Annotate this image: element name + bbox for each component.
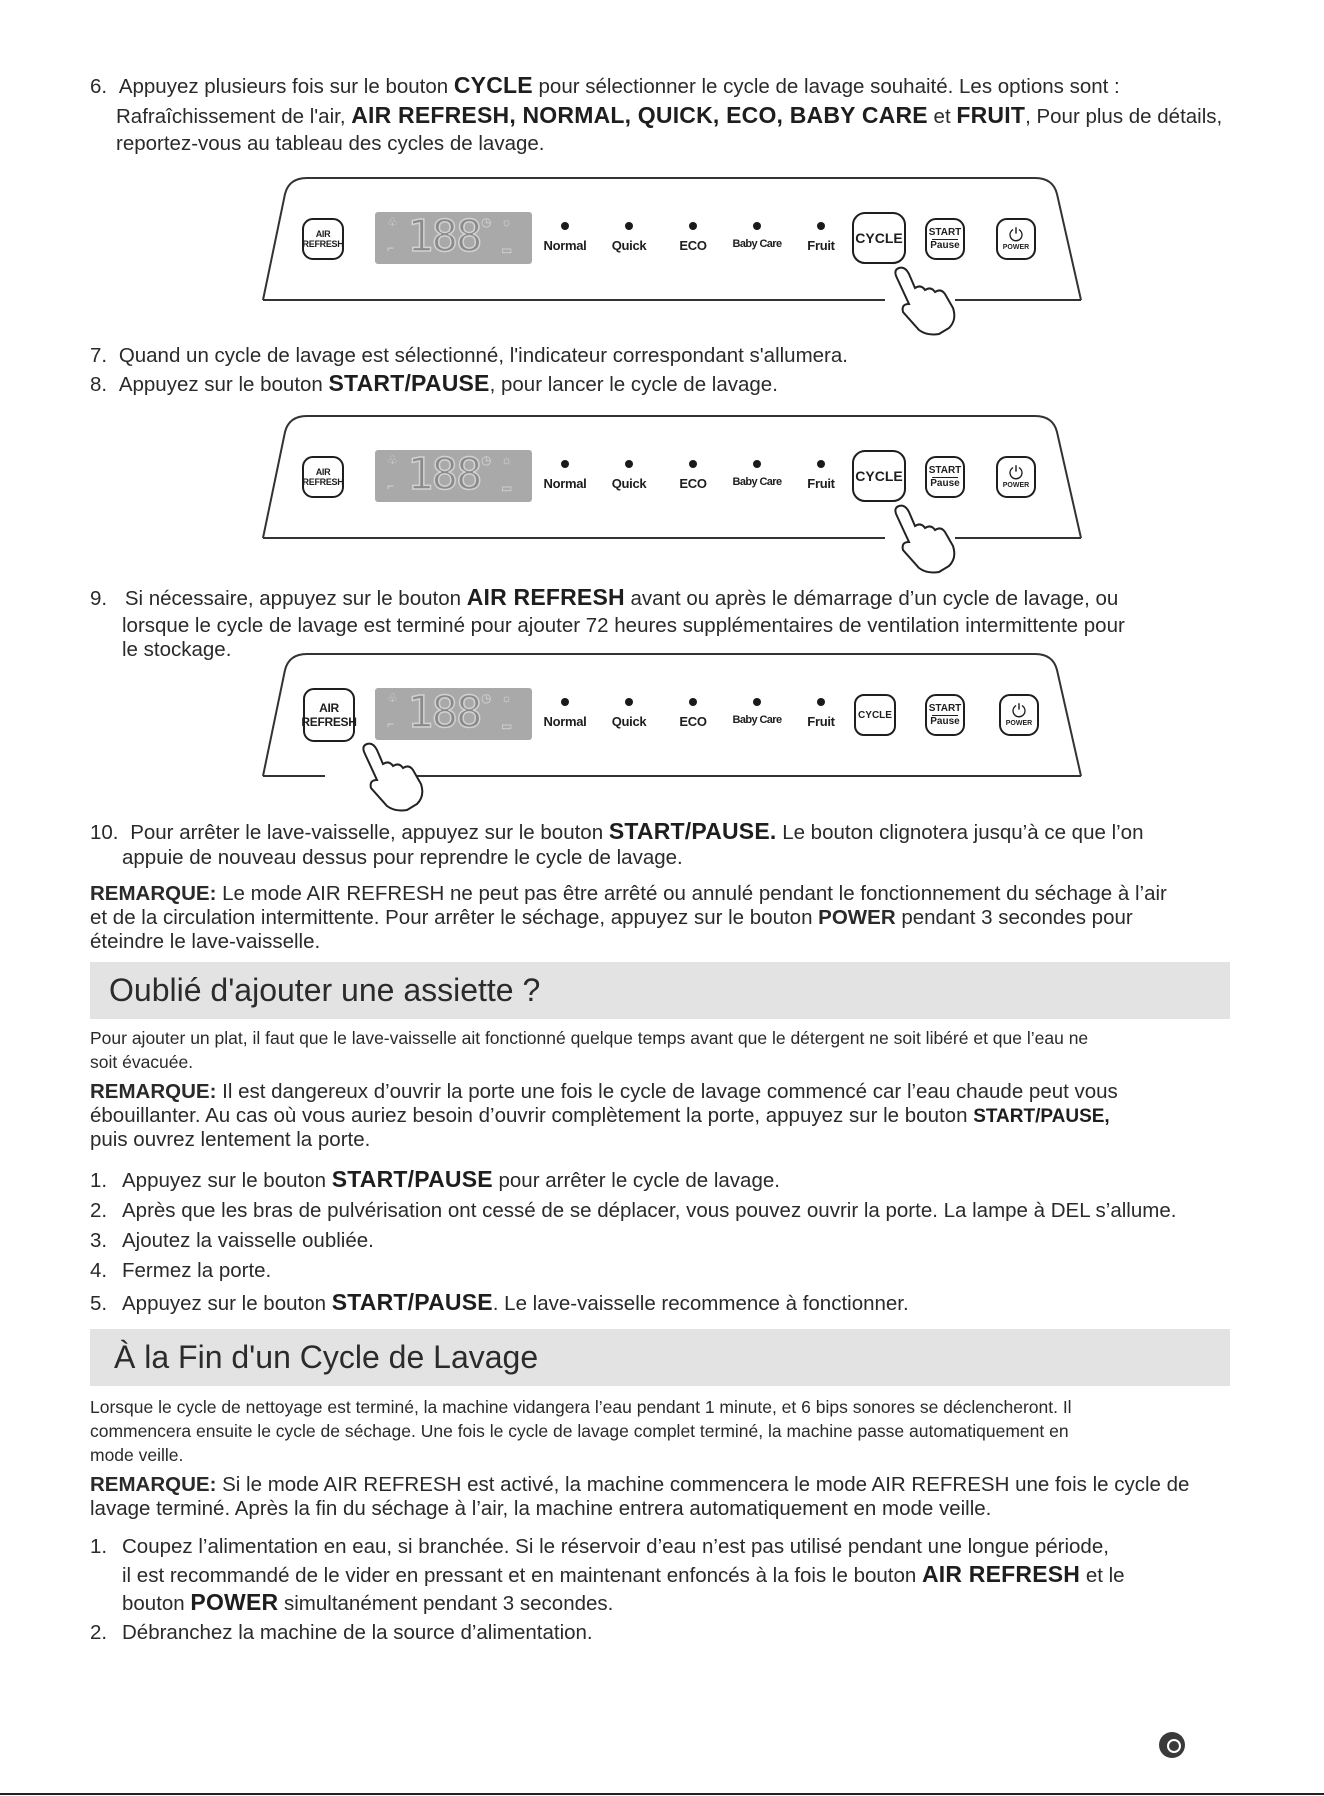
note-1-line-3: éteindre le lave-vaisselle. — [90, 930, 321, 953]
digit-display — [375, 450, 532, 502]
mode-indicator — [625, 222, 633, 230]
step-9-line-2: lorsque le cycle de lavage est terminé pour ajouter 72 heures supplémentaires de ventilation intermittente pour — [122, 614, 1125, 637]
air-refresh-button[interactable] — [303, 688, 355, 742]
mode-quick — [597, 698, 661, 729]
keyword-cycle: CYCLE — [453, 72, 533, 98]
note-1-line-2 — [90, 906, 1133, 931]
keyword-air-refresh: AIR REFRESH — [466, 584, 625, 610]
keyword-start-pause: START/PAUSE — [328, 370, 490, 396]
air-refresh-label-1: AIR — [319, 701, 339, 715]
pause-label: Pause — [930, 715, 960, 727]
step-text: Rafraîchissement de l'air, — [116, 105, 346, 128]
air-refresh-button[interactable] — [302, 456, 344, 498]
mode-indicator — [753, 698, 761, 706]
mode-normal — [533, 698, 597, 729]
item-text: et le — [1085, 1564, 1125, 1587]
step-10-line-2: appuie de nouveau dessus pour reprendre le cycle de lavage. — [122, 846, 683, 869]
item-number: 3. — [90, 1229, 108, 1252]
mode-label: ECO — [679, 238, 707, 253]
note-label: REMARQUE: — [90, 1473, 217, 1496]
brand-logo-icon — [1159, 1732, 1185, 1758]
mode-baby-care — [725, 698, 789, 726]
mode-indicator — [561, 460, 569, 468]
note-text: Si le mode AIR REFRESH est activé, la machine commencera le mode AIR REFRESH une fois le cycle de — [222, 1473, 1190, 1496]
item-text: Ajoutez la vaisselle oubliée. — [122, 1229, 374, 1252]
step-9-line-1 — [90, 584, 1118, 612]
mode-label: Fruit — [807, 476, 835, 491]
item-text: simultanément pendant 3 secondes. — [284, 1592, 614, 1615]
start-label: START — [928, 464, 962, 476]
keyword-start-pause: START/PAUSE. — [608, 818, 777, 844]
forgot-item-1 — [90, 1166, 780, 1194]
forgot-intro-line-2: soit évacuée. — [90, 1052, 194, 1072]
note-text: Le mode AIR REFRESH ne peut pas être arrêté ou annulé pendant le fonctionnement du séchage à l’air — [222, 882, 1167, 905]
forgot-intro-line-1: Pour ajouter un plat, il faut que le lave-vaisselle ait fonctionné quelque temps avant que le détergent ne soit libéré et que l’eau ne — [90, 1028, 1089, 1048]
step-text: Appuyez sur le bouton — [118, 373, 323, 396]
item-number: 2. — [90, 1621, 108, 1644]
step-text: Le bouton clignotera jusqu’à ce que l’on — [782, 821, 1144, 844]
power-icon: ⏻ — [1008, 225, 1024, 245]
mode-label: ECO — [679, 714, 707, 729]
section-header-forgot — [90, 962, 1230, 1019]
forgot-item-3 — [90, 1229, 374, 1254]
start-label: START — [928, 226, 962, 238]
end-item-2 — [90, 1621, 593, 1646]
mode-label: Quick — [611, 714, 647, 729]
mode-indicator — [625, 460, 633, 468]
step-text: et — [933, 105, 951, 128]
step-text: Appuyez plusieurs fois sur le bouton — [118, 75, 449, 98]
step-10-line-1 — [90, 818, 1143, 846]
mode-label: ECO — [679, 476, 707, 491]
item-text: . Le lave-vaisselle recommence à fonctionner. — [492, 1292, 909, 1315]
mode-baby-care — [725, 460, 789, 488]
cup-icon: ▭ — [501, 719, 513, 733]
end-item-1-line-1 — [90, 1535, 1109, 1560]
note-label: REMARQUE: — [90, 882, 217, 905]
digits: 188 — [407, 449, 481, 500]
mode-eco — [661, 698, 725, 729]
item-number: 2. — [90, 1199, 108, 1222]
mode-eco — [661, 222, 725, 253]
step-text: , pour lancer le cycle de lavage. — [489, 373, 778, 396]
keyword-power: POWER — [818, 906, 896, 929]
faucet-icon: ⌐ — [387, 241, 395, 255]
forgot-note-line-1 — [90, 1080, 1118, 1105]
mode-fruit — [789, 698, 853, 729]
power-label: POWER — [1005, 720, 1033, 727]
control-panel-3 — [255, 648, 1087, 788]
digits: 188 — [407, 687, 481, 738]
keyword-start-pause: START/PAUSE, — [973, 1106, 1110, 1127]
start-pause-button[interactable] — [925, 456, 965, 498]
mode-indicator — [561, 698, 569, 706]
item-text: Appuyez sur le bouton — [122, 1169, 326, 1192]
sun-icon: ☼ — [501, 453, 512, 467]
mode-label: Normal — [543, 476, 587, 491]
cup-icon: ▭ — [501, 243, 513, 257]
pointing-hand-icon — [883, 264, 963, 338]
step-6-line-1 — [90, 72, 1120, 100]
end-intro-line-2: commencera ensuite le cycle de séchage. Une fois le cycle de lavage complet terminé, la machine passe automatiquement en — [90, 1421, 1069, 1441]
mode-indicator — [689, 460, 697, 468]
power-icon: ⏻ — [1008, 463, 1024, 483]
mode-label: Quick — [611, 238, 647, 253]
note-text: Il est dangereux d’ouvrir la porte une fois le cycle de lavage commencé car l’eau chaude peut vous — [222, 1080, 1118, 1103]
item-text: Coupez l’alimentation en eau, si branchée. Si le réservoir d’eau n’est pas utilisé pendant une longue période, — [122, 1535, 1109, 1558]
cycle-button[interactable]: CYCLE — [852, 450, 906, 502]
mode-quick — [597, 460, 661, 491]
note-text: pendant 3 secondes pour — [901, 906, 1133, 929]
keyword-start-pause: START/PAUSE — [331, 1289, 493, 1315]
sun-icon: ☼ — [501, 691, 512, 705]
step-9-line-3: le stockage. — [122, 638, 232, 661]
step-number: 8. — [90, 373, 108, 396]
mode-normal — [533, 460, 597, 491]
item-text: Appuyez sur le bouton — [122, 1292, 326, 1315]
mode-label: Fruit — [807, 238, 835, 253]
cup-icon: ▭ — [501, 481, 513, 495]
item-text: Après que les bras de pulvérisation ont cessé de se déplacer, vous pouvez ouvrir la porte. La lampe à DEL s’allume. — [122, 1199, 1177, 1222]
step-text: Pour arrêter le lave-vaisselle, appuyez sur le bouton — [130, 821, 604, 844]
clock-icon: ◷ — [481, 453, 492, 467]
mode-label: Quick — [611, 476, 647, 491]
control-panel-2 — [255, 410, 1087, 550]
start-pause-button[interactable] — [925, 218, 965, 260]
forgot-note-line-3: puis ouvrez lentement la porte. — [90, 1128, 371, 1151]
keyword-air-refresh: AIR REFRESH — [922, 1561, 1081, 1587]
clock-icon: ◷ — [481, 215, 492, 229]
faucet-icon: ⌐ — [387, 717, 395, 731]
item-number: 5. — [90, 1292, 108, 1315]
power-button[interactable] — [996, 456, 1036, 498]
pause-label: Pause — [930, 239, 960, 251]
note-1-line-1 — [90, 882, 1167, 907]
air-refresh-button[interactable] — [302, 218, 344, 260]
step-text: pour sélectionner le cycle de lavage souhaité. Les options sont : — [538, 75, 1120, 98]
item-text: pour arrêter le cycle de lavage. — [498, 1169, 780, 1192]
cycle-button[interactable]: CYCLE — [852, 212, 906, 264]
faucet-icon: ⌐ — [387, 479, 395, 493]
mode-label: Normal — [543, 238, 587, 253]
keyword-power: POWER — [190, 1589, 279, 1615]
step-6-line-3: reportez-vous au tableau des cycles de lavage. — [116, 132, 545, 155]
control-panel-1 — [255, 172, 1087, 312]
item-text: bouton — [122, 1592, 185, 1615]
keyword-start-pause: START/PAUSE — [331, 1166, 493, 1192]
mode-quick — [597, 222, 661, 253]
item-number: 1. — [90, 1535, 108, 1558]
note-text: ébouillanter. Au cas où vous auriez besoin d’ouvrir complètement la porte, appuyez sur le bouton — [90, 1104, 968, 1127]
step-text: , Pour plus de détails, — [1025, 105, 1223, 128]
footer-divider — [0, 1793, 1324, 1795]
mode-indicator — [817, 698, 825, 706]
water-icon: ♧ — [387, 691, 398, 705]
mode-fruit — [789, 460, 853, 491]
start-pause-button[interactable] — [925, 694, 965, 736]
step-text: Si nécessaire, appuyez sur le bouton — [124, 587, 461, 610]
mode-indicator — [817, 460, 825, 468]
end-note-line-2: lavage terminé. Après la fin du séchage à l’air, la machine entrera automatiquement en mode veille. — [90, 1497, 992, 1520]
power-icon: ⏻ — [1011, 701, 1027, 721]
air-refresh-label-1: AIR — [315, 467, 331, 477]
keyword-fruit: FRUIT — [956, 102, 1026, 128]
end-intro-line-3: mode veille. — [90, 1445, 184, 1465]
mode-indicator — [561, 222, 569, 230]
mode-baby-care — [725, 222, 789, 250]
air-refresh-label-2: REFRESH — [301, 715, 357, 729]
water-icon: ♧ — [387, 215, 398, 229]
pointing-hand-icon — [351, 740, 431, 814]
note-text: et de la circulation intermittente. Pour arrêter le séchage, appuyez sur le bouton — [90, 906, 813, 929]
mode-label: Baby Care — [732, 476, 782, 488]
mode-normal — [533, 222, 597, 253]
mode-indicator — [753, 222, 761, 230]
mode-label: Baby Care — [732, 714, 782, 726]
end-item-1-line-2 — [122, 1561, 1125, 1589]
item-text: il est recommandé de le vider en pressant et en maintenant enfoncés à la fois le bouton — [122, 1564, 917, 1587]
section-header-end — [90, 1329, 1230, 1386]
item-text: Fermez la porte. — [122, 1259, 272, 1282]
digit-display — [375, 212, 532, 264]
air-refresh-label-1: AIR — [315, 229, 331, 239]
cycle-button[interactable]: CYCLE — [854, 694, 896, 736]
forgot-note-line-2 — [90, 1104, 1110, 1129]
item-number: 1. — [90, 1169, 108, 1192]
step-7 — [90, 344, 848, 369]
step-8 — [90, 370, 778, 398]
keyword-cycles: AIR REFRESH, NORMAL, QUICK, ECO, BABY CARE — [351, 102, 928, 128]
mode-fruit — [789, 222, 853, 253]
step-number: 7. — [90, 344, 108, 367]
water-icon: ♧ — [387, 453, 398, 467]
step-text: Quand un cycle de lavage est sélectionné, l'indicateur correspondant s'allumera. — [118, 344, 848, 367]
mode-indicator — [625, 698, 633, 706]
air-refresh-label-2: REFRESH — [302, 477, 344, 487]
section-title: Oublié d'ajouter une assiette ? — [109, 972, 541, 1008]
note-label: REMARQUE: — [90, 1080, 217, 1103]
mode-indicator — [817, 222, 825, 230]
pause-label: Pause — [930, 477, 960, 489]
power-label: POWER — [1002, 244, 1030, 251]
step-number: 9. — [90, 587, 108, 610]
item-number: 4. — [90, 1259, 108, 1282]
digit-display — [375, 688, 532, 740]
mode-indicator — [689, 222, 697, 230]
step-number: 10. — [90, 821, 119, 844]
power-button[interactable] — [996, 218, 1036, 260]
mode-indicator — [753, 460, 761, 468]
section-title: À la Fin d'un Cycle de Lavage — [114, 1339, 539, 1375]
mode-label: Fruit — [807, 714, 835, 729]
sun-icon: ☼ — [501, 215, 512, 229]
step-text: avant ou après le démarrage d’un cycle de lavage, ou — [630, 587, 1119, 610]
step-6-line-2 — [116, 102, 1222, 130]
power-button[interactable] — [999, 694, 1039, 736]
forgot-item-4 — [90, 1259, 271, 1284]
forgot-item-2 — [90, 1199, 1176, 1224]
mode-label: Baby Care — [732, 238, 782, 250]
forgot-item-5 — [90, 1289, 909, 1317]
end-item-1-line-3 — [122, 1589, 613, 1617]
start-label: START — [928, 702, 962, 714]
mode-eco — [661, 460, 725, 491]
mode-indicator — [689, 698, 697, 706]
step-number: 6. — [90, 75, 108, 98]
digits: 188 — [407, 211, 481, 262]
end-intro-line-1: Lorsque le cycle de nettoyage est terminé, la machine vidangera l’eau pendant 1 minute, et 6 bips sonores se déclencheront. Il — [90, 1397, 1072, 1417]
air-refresh-label-2: REFRESH — [302, 239, 344, 249]
item-text: Débranchez la machine de la source d’alimentation. — [122, 1621, 593, 1644]
pointing-hand-icon — [883, 502, 963, 576]
clock-icon: ◷ — [481, 691, 492, 705]
end-note-line-1 — [90, 1473, 1189, 1498]
power-label: POWER — [1002, 482, 1030, 489]
mode-label: Normal — [543, 714, 587, 729]
